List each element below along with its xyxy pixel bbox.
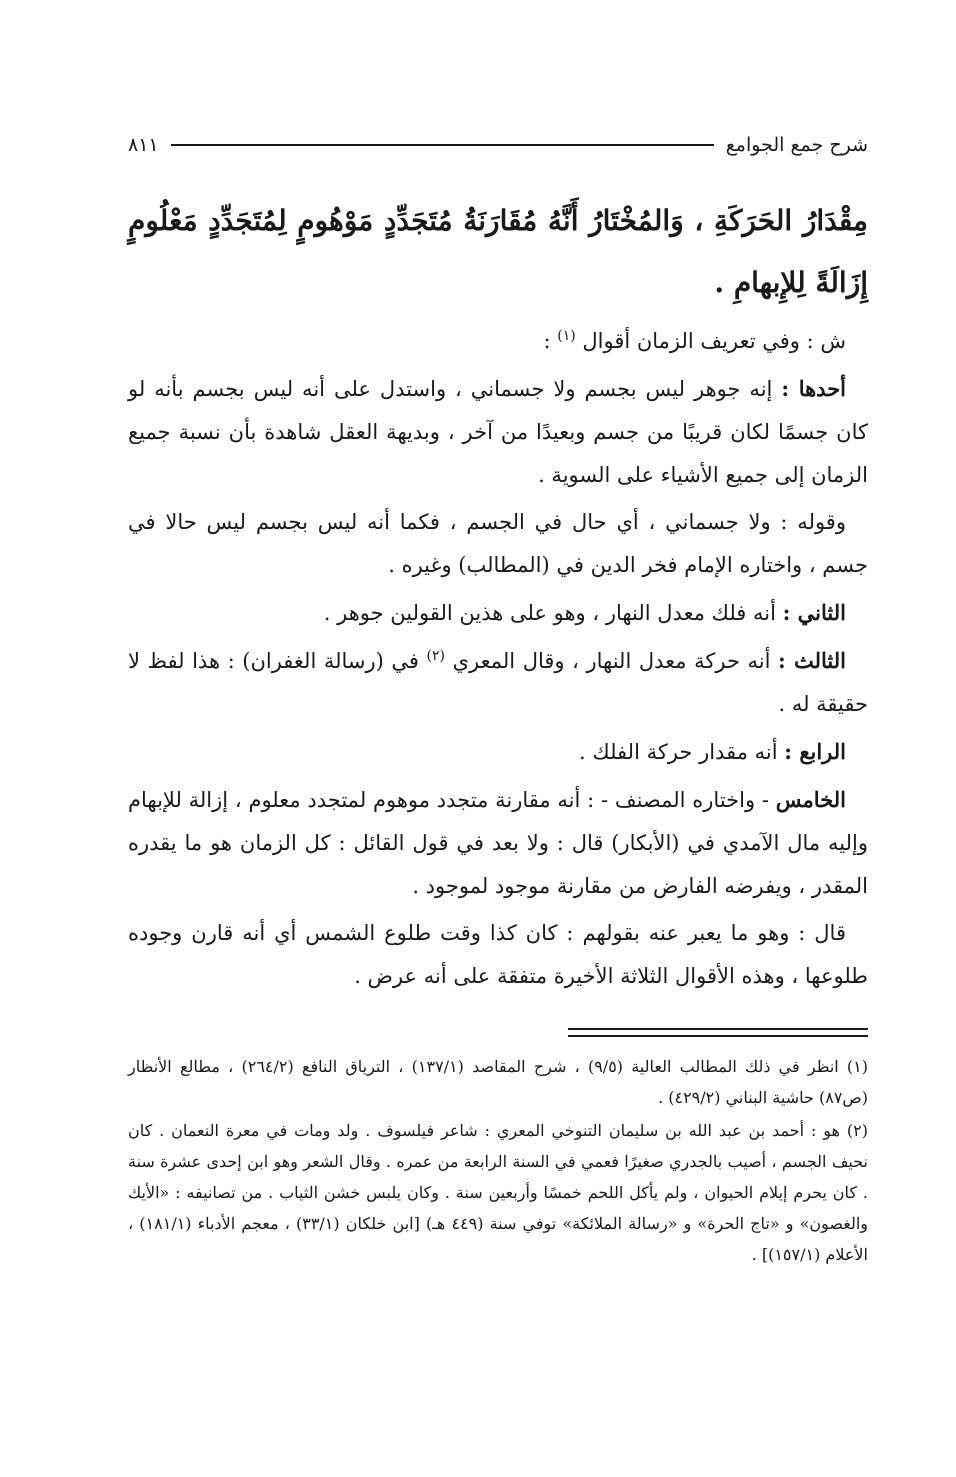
paragraph-second-opinion [128, 591, 868, 635]
label-third: الثالث : [778, 648, 846, 673]
fourth-opinion-text: أنه مقدار حركة الفلك . [579, 740, 785, 764]
paragraph-third-opinion [128, 639, 868, 726]
label-fourth: الرابع : [784, 739, 846, 764]
matn-text-block [128, 190, 868, 314]
footnotes [128, 1051, 868, 1270]
page-number: ٨١١ [128, 134, 159, 156]
paragraph-amidi-quote [128, 912, 868, 998]
paragraph-fifth-opinion [128, 778, 868, 908]
intro-text: ش : وفي تعريف الزمان أقوال [582, 329, 846, 353]
paragraph-fourth-opinion [128, 730, 868, 774]
third-opinion-text: أنه حركة معدل النهار ، وقال المعري [452, 649, 779, 673]
explanation-text: وقوله : ولا جسماني ، أي حال في الجسم ، فكما أنه ليس بجسم ليس حالا في جسم ، واختاره الإمام فخر الدين في (المطالب) وغيره . [128, 510, 868, 577]
paragraph-first-opinion [128, 367, 868, 497]
amidi-quote-text: قال : وهو ما يعبر عنه بقولهم : كان كذا وقت طلوع الشمس أي أنه قارن وجوده طلوعها ، وهذه الأقوال الثلاثة الأخيرة متفقة على أنه عرض . [128, 921, 868, 988]
intro-tail: : [543, 329, 558, 353]
commentary-intro [128, 320, 868, 363]
footnote-2: (٢) هو : أحمد بن عبد الله بن سليمان التنوخي المعري : شاعر فيلسوف . ولد ومات في معرة النعمان . كان نحيف الجسم ، أصيب بالجدري صغيرًا فعمي في السنة الرابعة من عمره . وقال الشعر وهو ابن إحدى عشرة سنة . كان يحرم إيلام الحيوان ، ولم يأكل اللحم خمسًا وأربعين سنة . وكان يلبس خشن الثياب . من تصانيفه : «الأيك والغصون» و «تاج الحرة» و «رسالة الملائكة» توفي سنة (٤٤٩ هـ) [ابن خلكان (٣٣/١) ، معجم الأدباء (١٨١/١) ، الأعلام (١٥٧/١)] . [128, 1121, 869, 1264]
first-opinion-text: إنه جوهر ليس بجسم ولا جسماني ، واستدل على أنه ليس بجسم بأنه لو كان جسمًا لكان قريبًا من جسم وبعيدًا من آخر ، وبديهة العقل شاهدة بأن نسبة جميع الزمان إلى جميع الأشياء على السوية . [128, 377, 868, 487]
running-header [128, 128, 868, 162]
footnote-separator [568, 1028, 868, 1037]
book-page [128, 128, 868, 1272]
label-fifth: الخامس [775, 787, 846, 812]
matn-text: مِقْدَارُ الحَرَكَةِ ، وَالمُخْتَارُ أَنَّهُ مُقَارَنَةُ مُتَجَدِّدٍ مَوْهُومٍ لِمُتَجَدِّدٍ مَعْلُومٍ إِزَالَةً لِلإِبهامِ . [128, 204, 868, 299]
footnote-1: (١) انظر في ذلك المطالب العالية (٩/٥) ، شرح المقاصد (١٣٧/١) ، الترياق النافع (٢٦٤/٢) ، مطالع الأنظار (ص٨٧) حاشية البناني (٤٢٩/٢) . [128, 1057, 869, 1107]
footnote-ref-1[interactable]: (١) [557, 328, 576, 344]
footnote-ref-2[interactable]: (٢) [426, 648, 446, 664]
second-opinion-text: أنه فلك معدل النهار ، وهو على هذين القولين جوهر . [323, 601, 783, 625]
commentary-body [128, 320, 868, 998]
label-second: الثاني : [782, 600, 846, 625]
label-first: أحدها : [781, 376, 847, 401]
header-rule [171, 144, 714, 146]
book-title: شرح جمع الجوامع [725, 134, 868, 156]
paragraph-first-opinion-explanation [128, 501, 868, 587]
fifth-opinion-text: - واختاره المصنف - : أنه مقارنة متجدد موهوم لمتجدد معلوم ، إزالة للإبهام وإليه مال الآمدي في (الأبكار) قال : ولا بعد في قول القائل : كل الزمان هو ما يقدره المقدر ، ويفرضه الفارض من مقارنة موجود لموجود . [128, 788, 868, 898]
third-opinion-tail: في (رسالة الغفران) : هذا لفظ لا حقيقة له . [128, 649, 868, 716]
